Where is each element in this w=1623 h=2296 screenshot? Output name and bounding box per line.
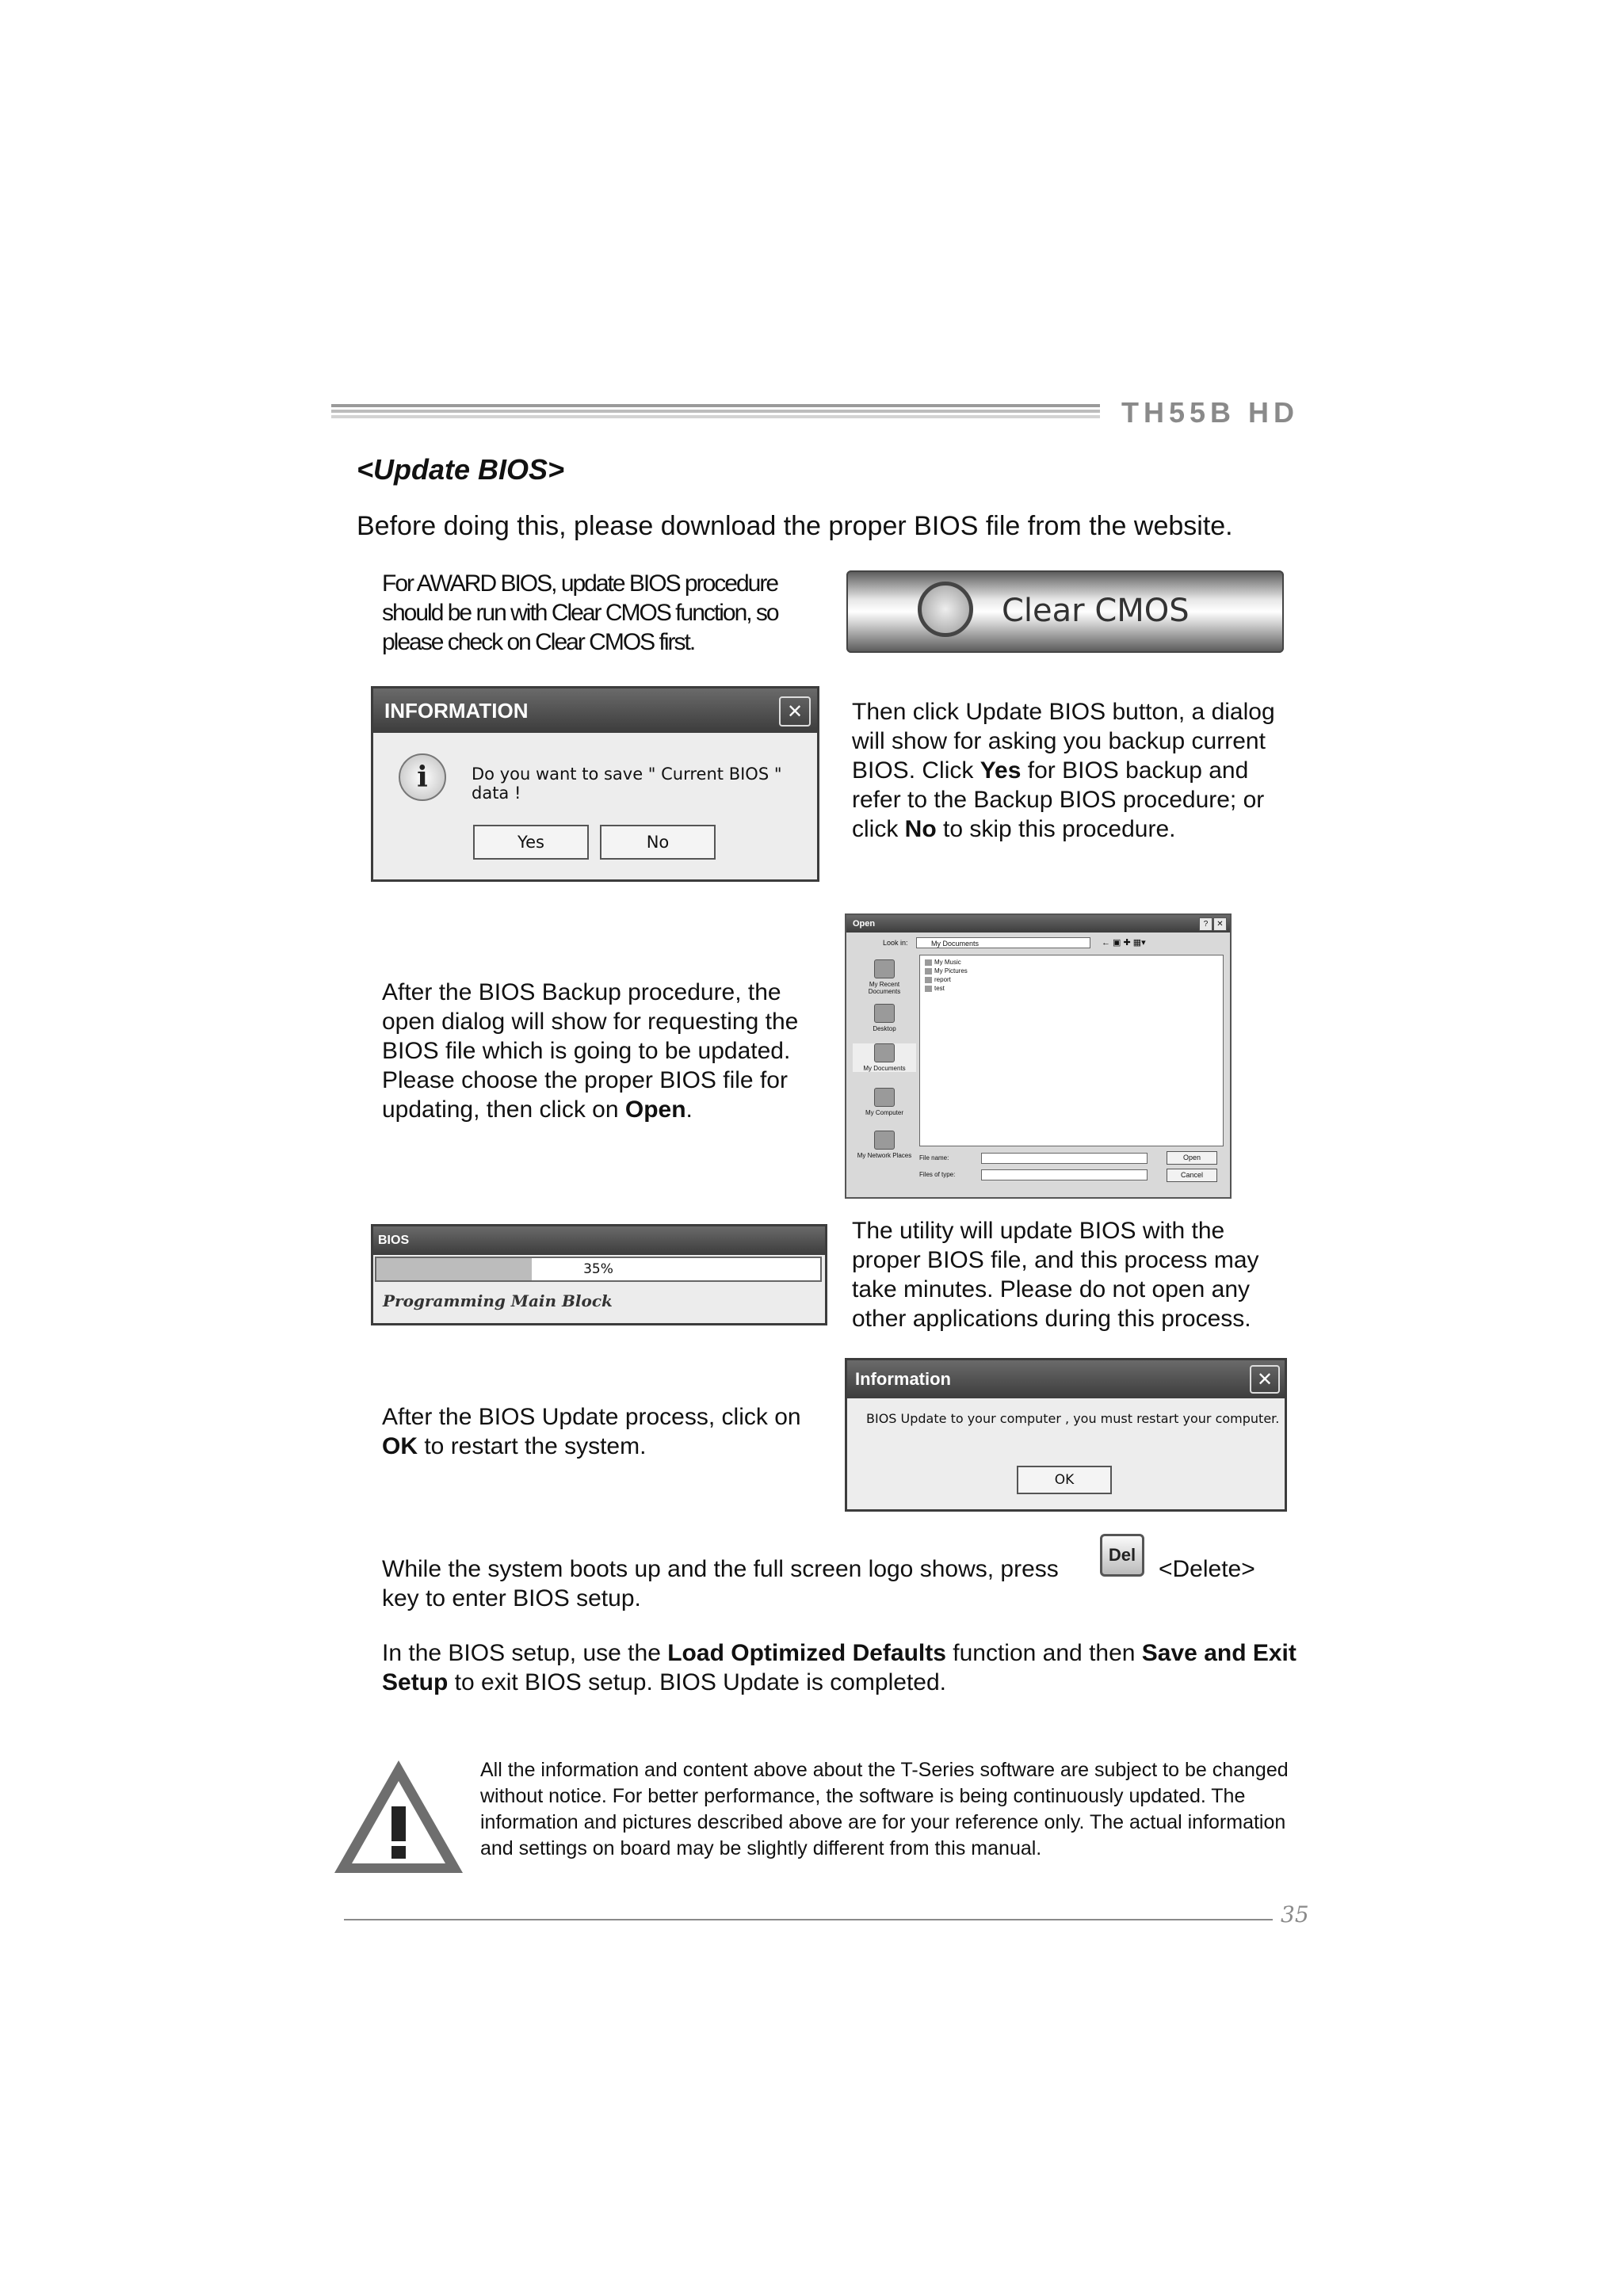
cancel-button[interactable]: Cancel — [1167, 1169, 1217, 1182]
list-item[interactable]: My Music — [925, 959, 961, 966]
info-icon: i — [399, 753, 446, 801]
places-bar — [853, 955, 916, 1189]
progress-title: BIOS — [373, 1226, 825, 1255]
restart-step-text: After the BIOS Update process, click on OK to restart the system. — [382, 1404, 801, 1459]
place-desktop[interactable]: Desktop — [853, 1004, 916, 1032]
place-network[interactable]: My Network Places — [853, 1131, 916, 1159]
files-of-type-label: Files of type: — [919, 1171, 956, 1178]
section-title: <Update BIOS> — [357, 453, 565, 486]
help-icon[interactable]: ? — [1199, 917, 1212, 931]
clear-cmos-icon — [918, 582, 973, 637]
list-item[interactable]: report — [925, 976, 951, 983]
model-name: TH55B HD — [1121, 396, 1300, 429]
progress-bar — [375, 1257, 822, 1282]
file-name-label: File name: — [919, 1154, 949, 1161]
open-step-text: After the BIOS Backup procedure, the open dialog will show for requesting the BIOS file which is going to be updated. Please choose the proper BIOS file for updating, then click on Open. — [382, 979, 799, 1123]
close-icon[interactable]: ✕ — [779, 696, 811, 727]
place-computer[interactable]: My Computer — [853, 1088, 916, 1116]
file-name-input[interactable] — [981, 1153, 1148, 1164]
place-documents[interactable]: My Documents — [853, 1043, 916, 1072]
warning-text: All the information and content above about the T-Series software are subject to be changed without notice. For better performance, the software is being continuously updated. The information and pictures described above are for your reference only. The actual information and settings on board may be slightly different from this manual. — [480, 1759, 1289, 1859]
open-file-dialog — [845, 913, 1232, 1199]
open-button[interactable]: Open — [1167, 1151, 1217, 1165]
close-icon[interactable]: ✕ — [1213, 917, 1227, 931]
open-dialog-title: Open — [846, 915, 1230, 933]
bios-progress-window — [371, 1224, 827, 1325]
boot-text: While the system boots up and the full screen logo shows, press key to enter BIOS setup. — [382, 1556, 1059, 1611]
file-type-select[interactable] — [981, 1169, 1148, 1180]
yes-button[interactable]: Yes — [473, 825, 589, 860]
page-number: 35 — [1281, 1901, 1309, 1928]
restart-dialog — [845, 1358, 1287, 1512]
intro-text: Before doing this, please download the proper BIOS file from the website. — [357, 511, 1233, 541]
delete-key-icon: Del — [1100, 1534, 1144, 1577]
clear-cmos-button[interactable] — [846, 570, 1284, 653]
award-note: For AWARD BIOS, update BIOS procedure should be run with Clear CMOS function, so please check on Clear CMOS first. — [382, 570, 778, 655]
delete-key-label: <Delete> — [1159, 1556, 1255, 1582]
dialog-title: Information — [847, 1360, 1285, 1398]
look-in-select[interactable]: My Documents — [916, 937, 1090, 948]
footer-rule — [344, 1919, 1273, 1920]
list-item[interactable]: test — [925, 985, 945, 992]
place-recent[interactable]: My Recent Documents — [853, 959, 916, 995]
clear-cmos-label: Clear CMOS — [1002, 593, 1190, 629]
progress-percent: 35% — [583, 1261, 613, 1277]
dialog-message: BIOS Update to your computer , you must restart your computer. — [866, 1411, 1280, 1426]
toolbar-icons[interactable]: ← ▣ ✚ ▦▾ — [1102, 938, 1146, 948]
close-icon[interactable]: ✕ — [1250, 1365, 1280, 1394]
dialog-message: Do you want to save " Current BIOS " data ! — [472, 765, 782, 803]
header-rule — [331, 404, 1100, 421]
setup-text: In the BIOS setup, use the Load Optimized Defaults function and then Save and Exit Setup to exit BIOS setup. BIOS Update is completed. — [382, 1640, 1296, 1695]
no-button[interactable]: No — [600, 825, 716, 860]
dialog-title: INFORMATION — [373, 688, 817, 733]
list-item[interactable]: My Pictures — [925, 967, 968, 974]
look-in-label: Look in: — [883, 939, 908, 947]
warning-icon — [331, 1757, 466, 1876]
ok-button[interactable]: OK — [1017, 1466, 1112, 1494]
backup-step-text: Then click Update BIOS button, a dialog will show for asking you backup current BIOS. Click Yes for BIOS backup and refer to the Backup BIOS procedure; or click No to skip this procedure. — [852, 699, 1275, 842]
file-list[interactable] — [919, 955, 1224, 1146]
backup-confirm-dialog — [371, 686, 819, 882]
progress-step-text: The utility will update BIOS with the proper BIOS file, and this process may take minutes. Please do not open any other applications during this process. — [852, 1218, 1259, 1332]
progress-status: Programming Main Block — [383, 1291, 613, 1310]
